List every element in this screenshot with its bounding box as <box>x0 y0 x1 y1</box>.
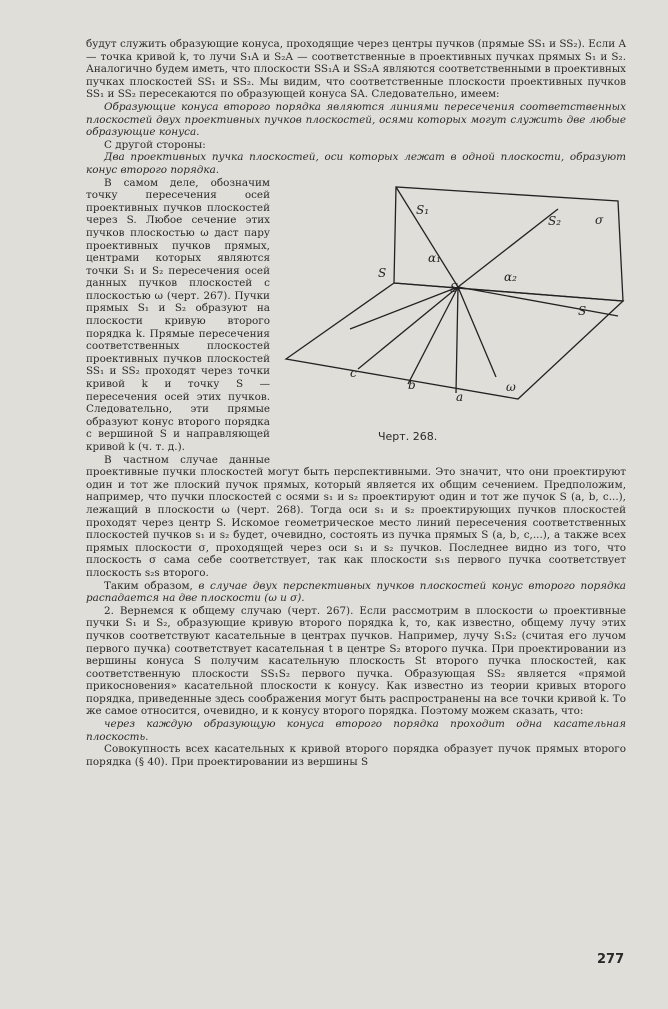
theorem-4: через каждую образующую конуса второго порядка проходит одна касательная плоскость. <box>86 718 626 743</box>
figure-268-drawing <box>278 179 626 453</box>
paragraph-6: 2. Вернемся к общему случаю (черт. 267). Если рассмотрим в плоскости ω проективные пучки S₁ и S₂, образующие кривую второго порядка k, то, как известно, общему лучу этих пучков соответствуют касательные в центрах пучков. Например, лучу S₁S₂ (считая его лучом первого пучка) соответствует касательная t в центре S₂ второго пучка. При проектировании из вершины конуса S получим касательную плоскость St второго пучка плоскостей, как соответственную плоскости SS₁S₂ первого пучка. Образующая SS₂ является «прямой прикосновения» касательной плоскости к конусу. Как известно из теории кривых второго порядка, приведенные здесь соображения могут быть распространены на все точки кривой k. То же самое относится, очевидно, и к конусу второго порядка. Поэтому можем сказать, что: <box>86 604 626 718</box>
theorem-2: Два проективных пучка плоскостей, оси которых лежат в одной плоскости, образуют конус второго порядка. <box>86 151 626 176</box>
paragraph-3: В самом деле, обозначим точку пересечения осей проективных пучков плоскостей через S. Любое сечение этих пучков плоскостью ω даст пару проективных пучков прямых, центрами которых являются точки S₁ и S₂ пересечения осей данных пучков плоскостей с плоскостью ω (черт. 267). Пучки прямых S₁ и S₂ образуют на плоскости кривую второго порядка k. Прямые пересечения соответственных плоскостей проективных пучков плоскостей SS₁ и SS₂ проходят через точки кривой k и точку S — пересечения осей этих пучков. Следовательно, эти прямые образуют конус второго порядка с вершиной S и направляющей кривой k (ч. т. д.). <box>86 176 270 453</box>
label-c: c <box>350 365 357 380</box>
label-alpha1: α₁ <box>428 250 441 265</box>
theorem-3: в случае двух перспективных пучков плоскостей конус второго порядка распадается на две плоскости (ω и σ). <box>86 579 626 605</box>
figure-268 <box>278 179 626 453</box>
paragraph-5-lead: Таким образом, <box>104 579 199 592</box>
label-sigma: σ <box>595 212 604 227</box>
label-s-right: S <box>578 303 587 318</box>
figure-caption: Черт. 268. <box>378 429 438 443</box>
body-text <box>86 38 626 768</box>
label-s1: S₁ <box>416 202 430 217</box>
label-s2: S₂ <box>548 213 562 228</box>
label-s-center: S <box>450 280 459 295</box>
paragraph-2: С другой стороны: <box>104 138 206 151</box>
theorem-1: Образующие конуса второго порядка являются линиями пересечения соответственных плоскостей двух проективных пучков плоскостей, осями которых могут служить две любые образующие конуса. <box>86 100 626 139</box>
paragraph-4: В частном случае данные проективные пучки плоскостей могут быть перспективными. Это значит, что они проектируют один и тот же плоский пучок прямых, который является их общим сечением. Предположим, например, что пучки плоскостей с осями s₁ и s₂ проектируют один и тот же пучок S (a, b, c...), лежащий в плоскости ω (черт. 268). Тогда оси s₁ и s₂ проектирующих пучков плоскостей проходят через центр S. Искомое геометрическое место линий пересечения соответственных плоскостей пучков s₁ и s₂ будет, очевидно, состоять из пучка прямых S (a, b, c,...), а также всех прямых плоскости σ, проходящей через оси s₁ и s₂ пучков. Последнее видно из того, что плоскость σ сама себе соответствует, так как плоскости s₁s первого пучка соответствует плоскость s₂s второго. <box>86 453 626 579</box>
label-b: b <box>408 377 416 392</box>
label-alpha2: α₂ <box>504 269 517 284</box>
label-s-left: S <box>378 265 387 280</box>
paragraph-7: Совокупность всех касательных к кривой второго порядка образует пучок прямых второго порядка (§ 40). При проектировании из вершины S <box>86 743 626 768</box>
label-a: a <box>456 389 464 404</box>
paragraph-1: будут служить образующие конуса, проходящие через центры пучков (прямые SS₁ и SS₂). Если A — точка кривой k, то лучи S₁A и S₂A — соответственные в проективных пучках прямых S₁ и S₂. Аналогично будем иметь, что плоскости SS₁A и SS₂A являются соответственными в проективных пучках плоскостей SS₁ и SS₂. Мы видим, что соответственные плоскости проективных пучков SS₁ и SS₂ пересекаются по образующей конуса SA. Следовательно, имеем: <box>86 38 626 101</box>
label-omega: ω <box>506 379 516 394</box>
page-number: 277 <box>597 952 625 967</box>
